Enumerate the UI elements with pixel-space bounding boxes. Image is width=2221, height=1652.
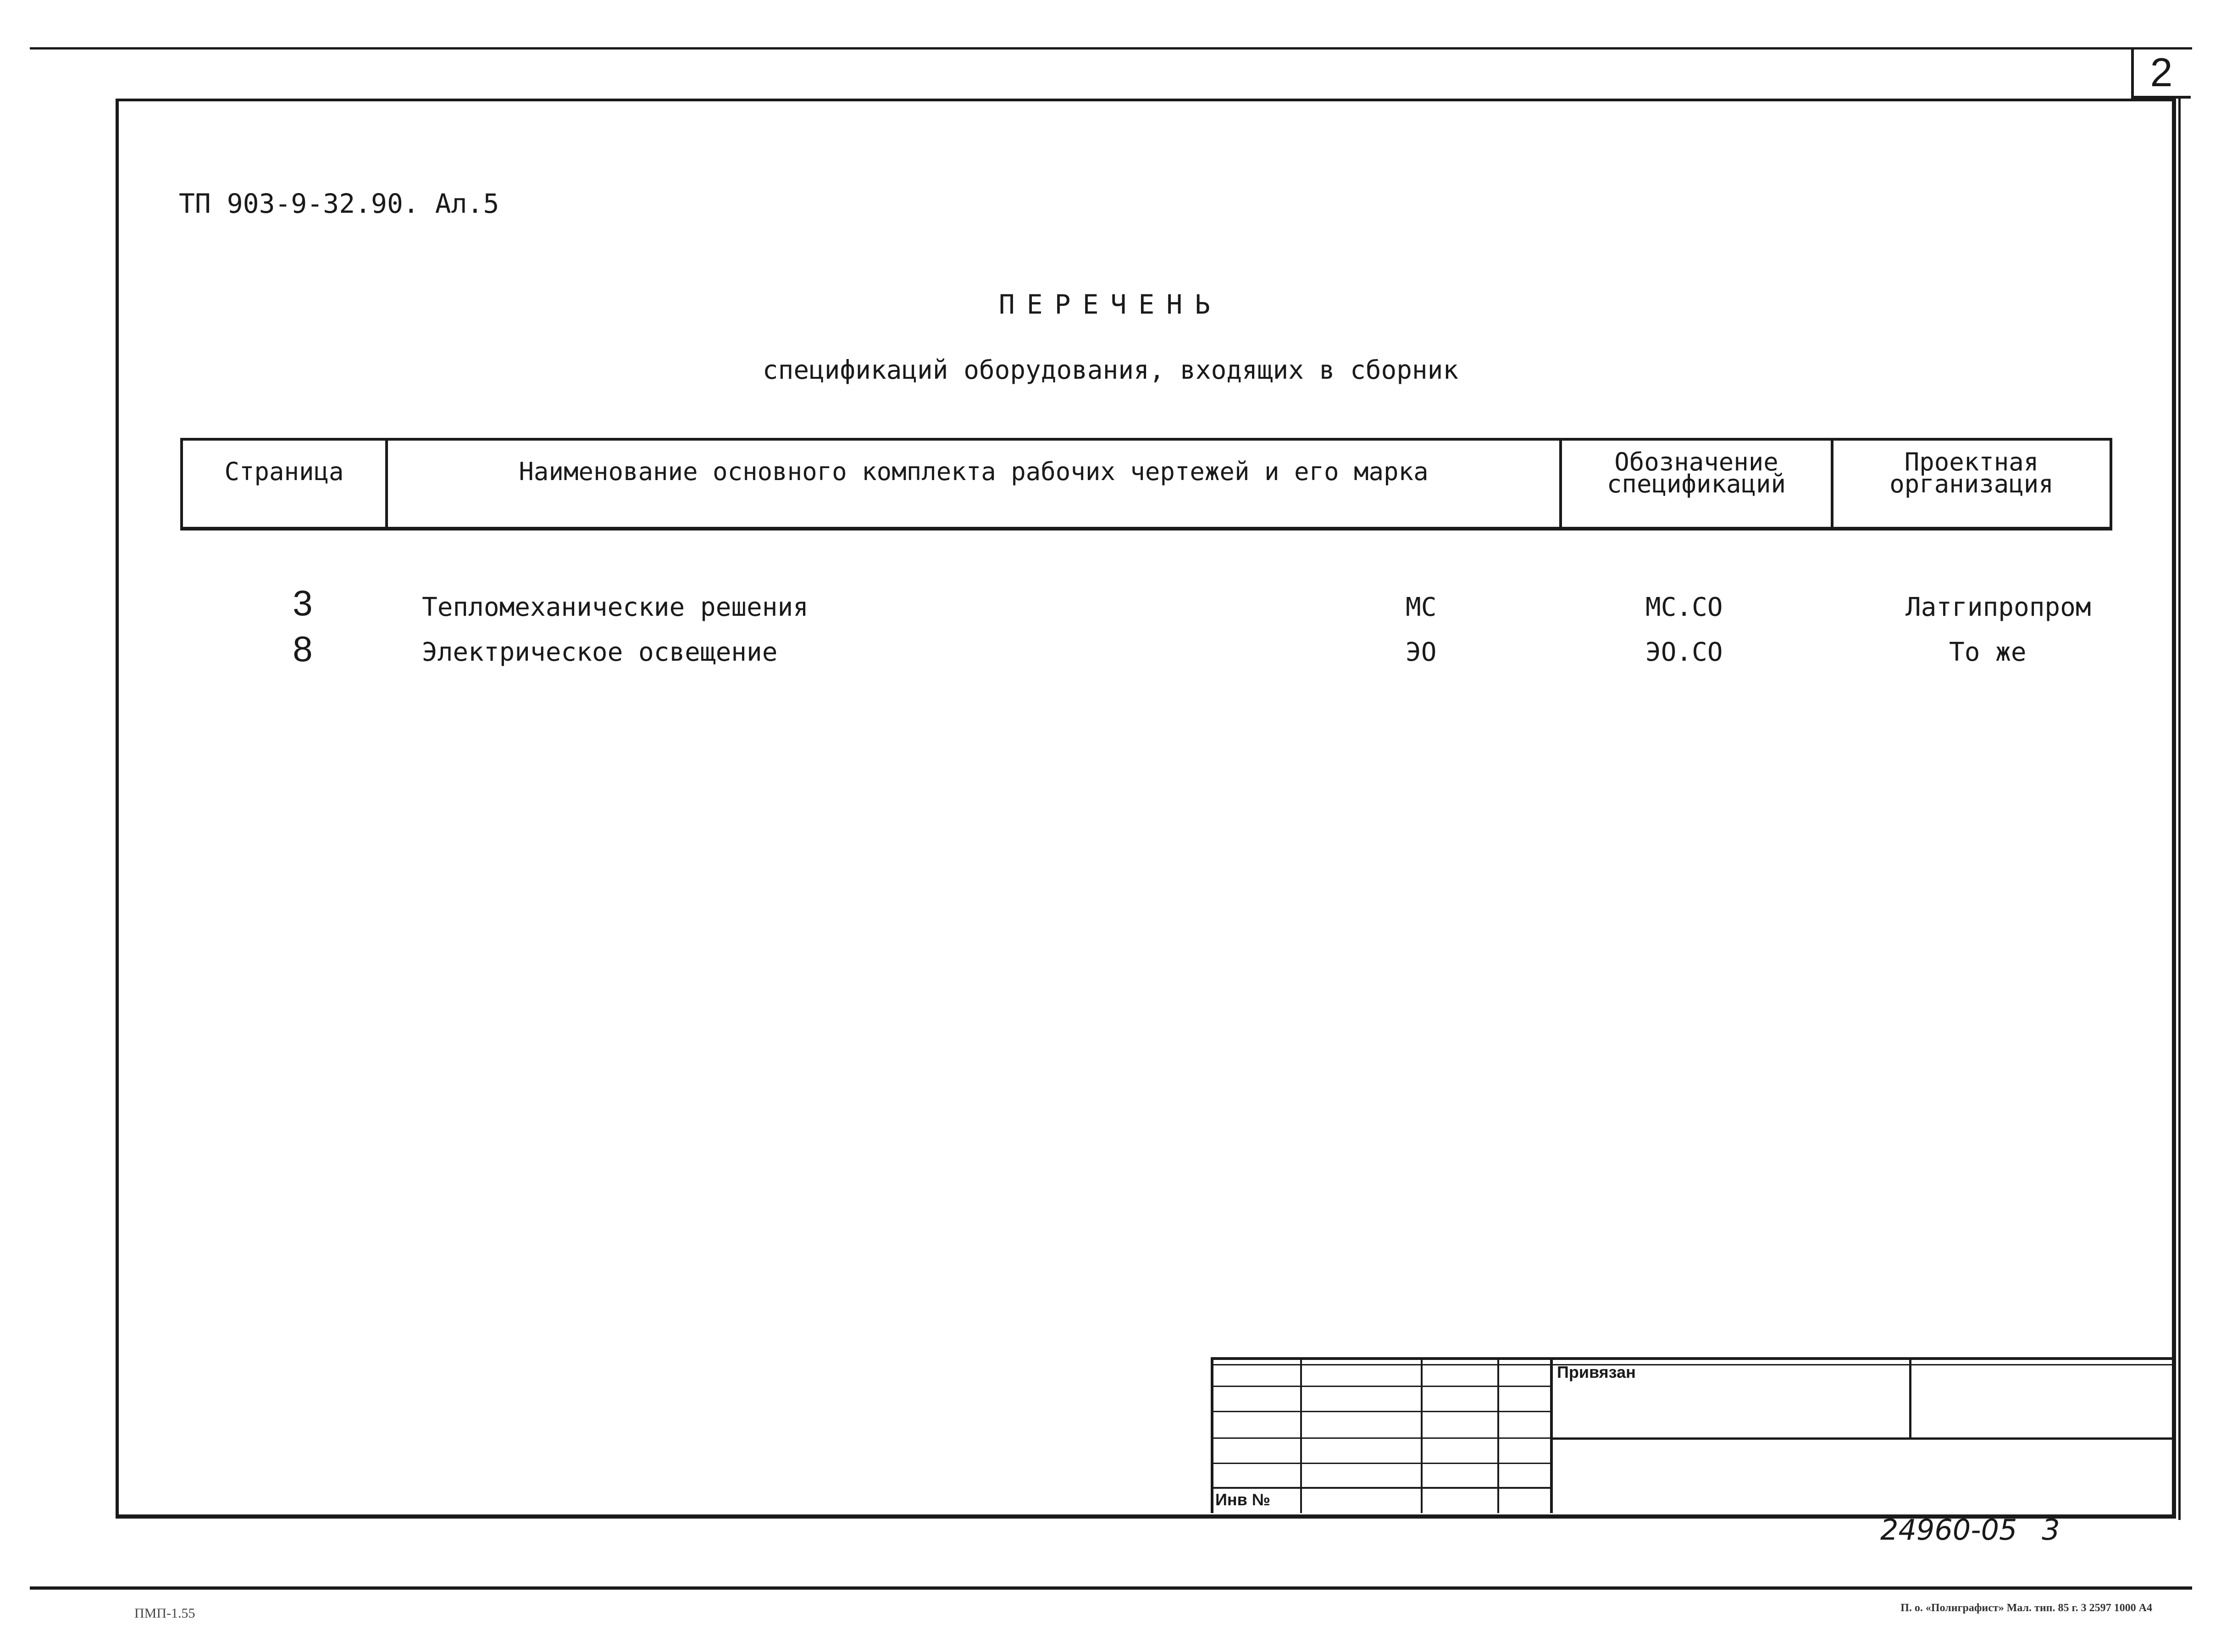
grid-v-1 <box>1300 1357 1302 1513</box>
column-header-designation-line1: Обозначение <box>1614 448 1778 476</box>
printer-imprint: П. о. «Полиграфист» Мал. тип. 85 г. 3 2597 1000 А4 <box>1900 1602 2152 1614</box>
archive-number-value: 24960-05 <box>1880 1513 2017 1547</box>
row-mark: ЭО <box>1406 637 1437 667</box>
grid-h-1 <box>1211 1386 1551 1387</box>
archive-sheet-value: 3 <box>2042 1513 2060 1547</box>
row-designation: МС.СО <box>1645 592 1723 622</box>
bound-label: Привязан <box>1557 1363 1636 1381</box>
top-border-line <box>30 47 2192 50</box>
header-divider-1 <box>385 438 388 530</box>
row-designation: ЭО.СО <box>1645 637 1723 667</box>
grid-h-5 <box>1211 1487 1551 1489</box>
row-organization: То же <box>1949 637 2027 667</box>
inventory-number-label: Инв № <box>1215 1490 1270 1509</box>
grid-h-4 <box>1211 1463 1551 1464</box>
bottom-border-line <box>30 1586 2192 1590</box>
form-code: ПМП-1.55 <box>134 1606 195 1621</box>
row-page-number: 3 <box>293 583 313 623</box>
row-organization: Латгипропром <box>1905 592 2091 622</box>
bound-divider-h <box>1551 1437 2172 1440</box>
title-block-top-double <box>1211 1364 2172 1365</box>
column-header-page: Страница <box>224 457 344 486</box>
table-row <box>183 628 2110 674</box>
row-mark: МС <box>1406 592 1437 622</box>
column-header-designation-line2: спецификаций <box>1606 470 1786 498</box>
column-header-organization-line2: организация <box>1889 470 2054 498</box>
column-header-name: Наименование основного комплекта рабочих чертежей и его марка <box>519 457 1429 486</box>
page-subtitle: спецификаций оборудования, входящих в сборник <box>762 355 1459 385</box>
bound-divider-v <box>1909 1357 1911 1440</box>
grid-h-2 <box>1211 1411 1551 1412</box>
page-title: ПЕРЕЧЕНЬ <box>998 289 1223 320</box>
grid-v-4 <box>1550 1357 1553 1513</box>
archive-number <box>1880 1513 2060 1547</box>
grid-h-3 <box>1211 1437 1551 1439</box>
document-code: ТП 903-9-32.90. Ал.5 <box>179 188 499 219</box>
row-name: Электрическое освещение <box>422 637 778 667</box>
title-block <box>1211 1357 2172 1513</box>
table-row <box>183 582 2110 628</box>
row-page-number: 8 <box>293 629 313 669</box>
column-header-organization-line1: Проектная <box>1904 448 2039 476</box>
row-name: Тепломеханические решения <box>422 592 809 622</box>
grid-v-3 <box>1497 1357 1499 1513</box>
grid-v-2 <box>1421 1357 1423 1513</box>
sheet-number: 2 <box>2150 50 2173 95</box>
